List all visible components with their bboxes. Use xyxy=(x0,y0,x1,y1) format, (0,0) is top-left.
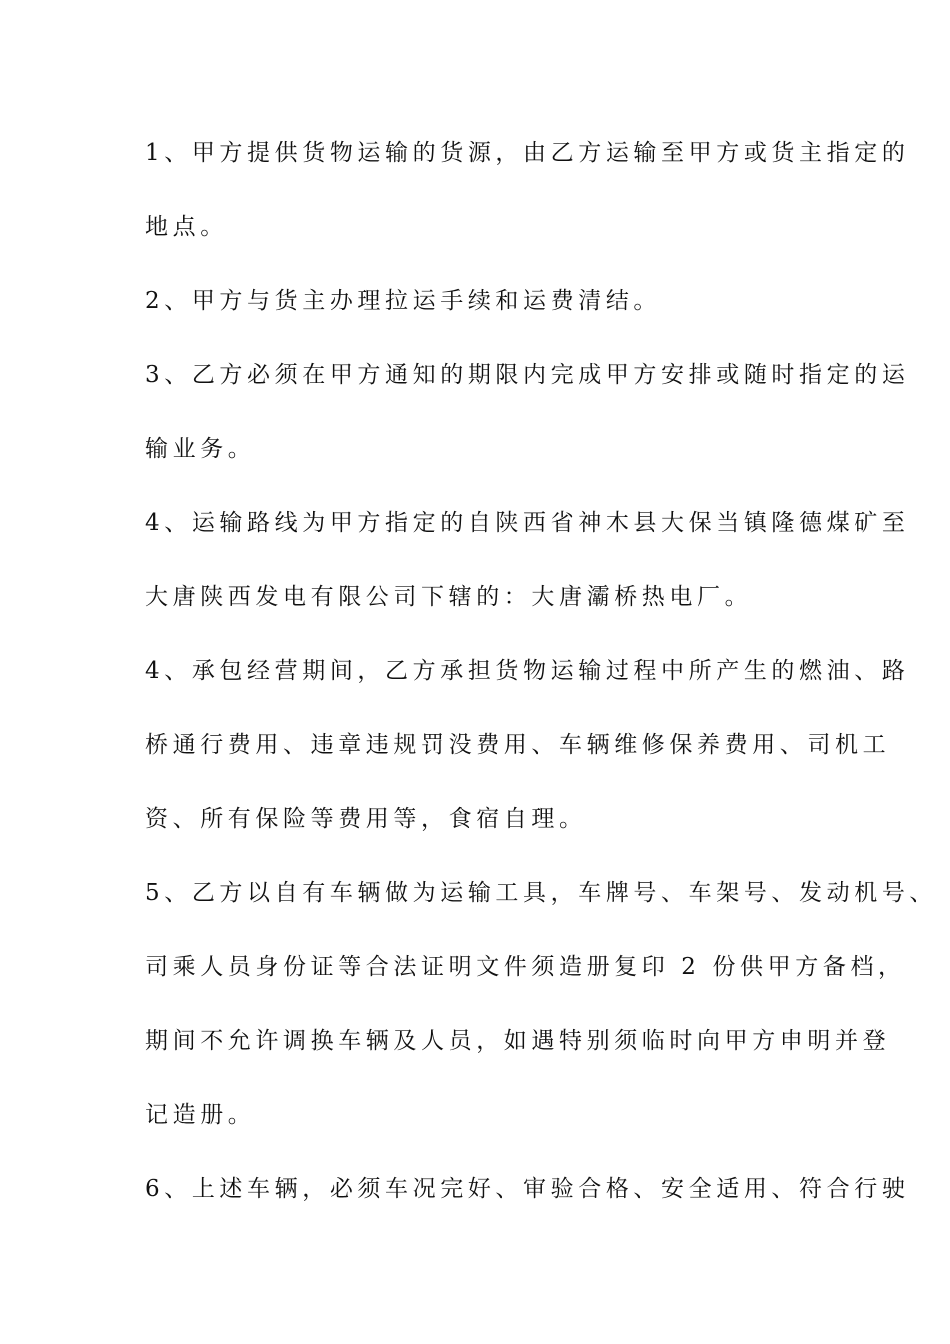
clause-4b-line-1: 4、承包经营期间，乙方承担货物运输过程中所产生的燃油、路 xyxy=(145,658,910,684)
clause-2-line-1: 2、甲方与货主办理拉运手续和运费清结。 xyxy=(145,288,662,314)
clause-5-line-4: 记造册。 xyxy=(145,1102,256,1128)
clause-4b-line-2: 桥通行费用、违章违规罚没费用、车辆维修保养费用、司机工 xyxy=(145,732,891,758)
clause-1-line-2: 地点。 xyxy=(145,214,228,240)
clause-5-line-3: 期间不允许调换车辆及人员，如遇特别须临时向甲方申明并登 xyxy=(145,1028,891,1054)
clause-3-line-1: 3、乙方必须在甲方通知的期限内完成甲方安排或随时指定的运 xyxy=(145,362,910,388)
clause-4-line-1: 4、运输路线为甲方指定的自陕西省神木县大保当镇隆德煤矿至 xyxy=(145,510,910,536)
clause-6-line-1: 6、上述车辆，必须车况完好、审验合格、安全适用、符合行驶 xyxy=(145,1176,910,1202)
clause-4-line-2: 大唐陕西发电有限公司下辖的：大唐灞桥热电厂。 xyxy=(145,584,753,610)
clause-1-line-1: 1、甲方提供货物运输的货源，由乙方运输至甲方或货主指定的 xyxy=(145,140,910,166)
clause-4b-line-3: 资、所有保险等费用等，食宿自理。 xyxy=(145,806,587,832)
clause-5-line-1: 5、乙方以自有车辆做为运输工具，车牌号、车架号、发动机号、 xyxy=(145,880,938,906)
clause-3-line-2: 输业务。 xyxy=(145,436,256,462)
clause-5-line-2: 司乘人员身份证等合法证明文件须造册复印 2 份供甲方备档， xyxy=(145,954,906,980)
